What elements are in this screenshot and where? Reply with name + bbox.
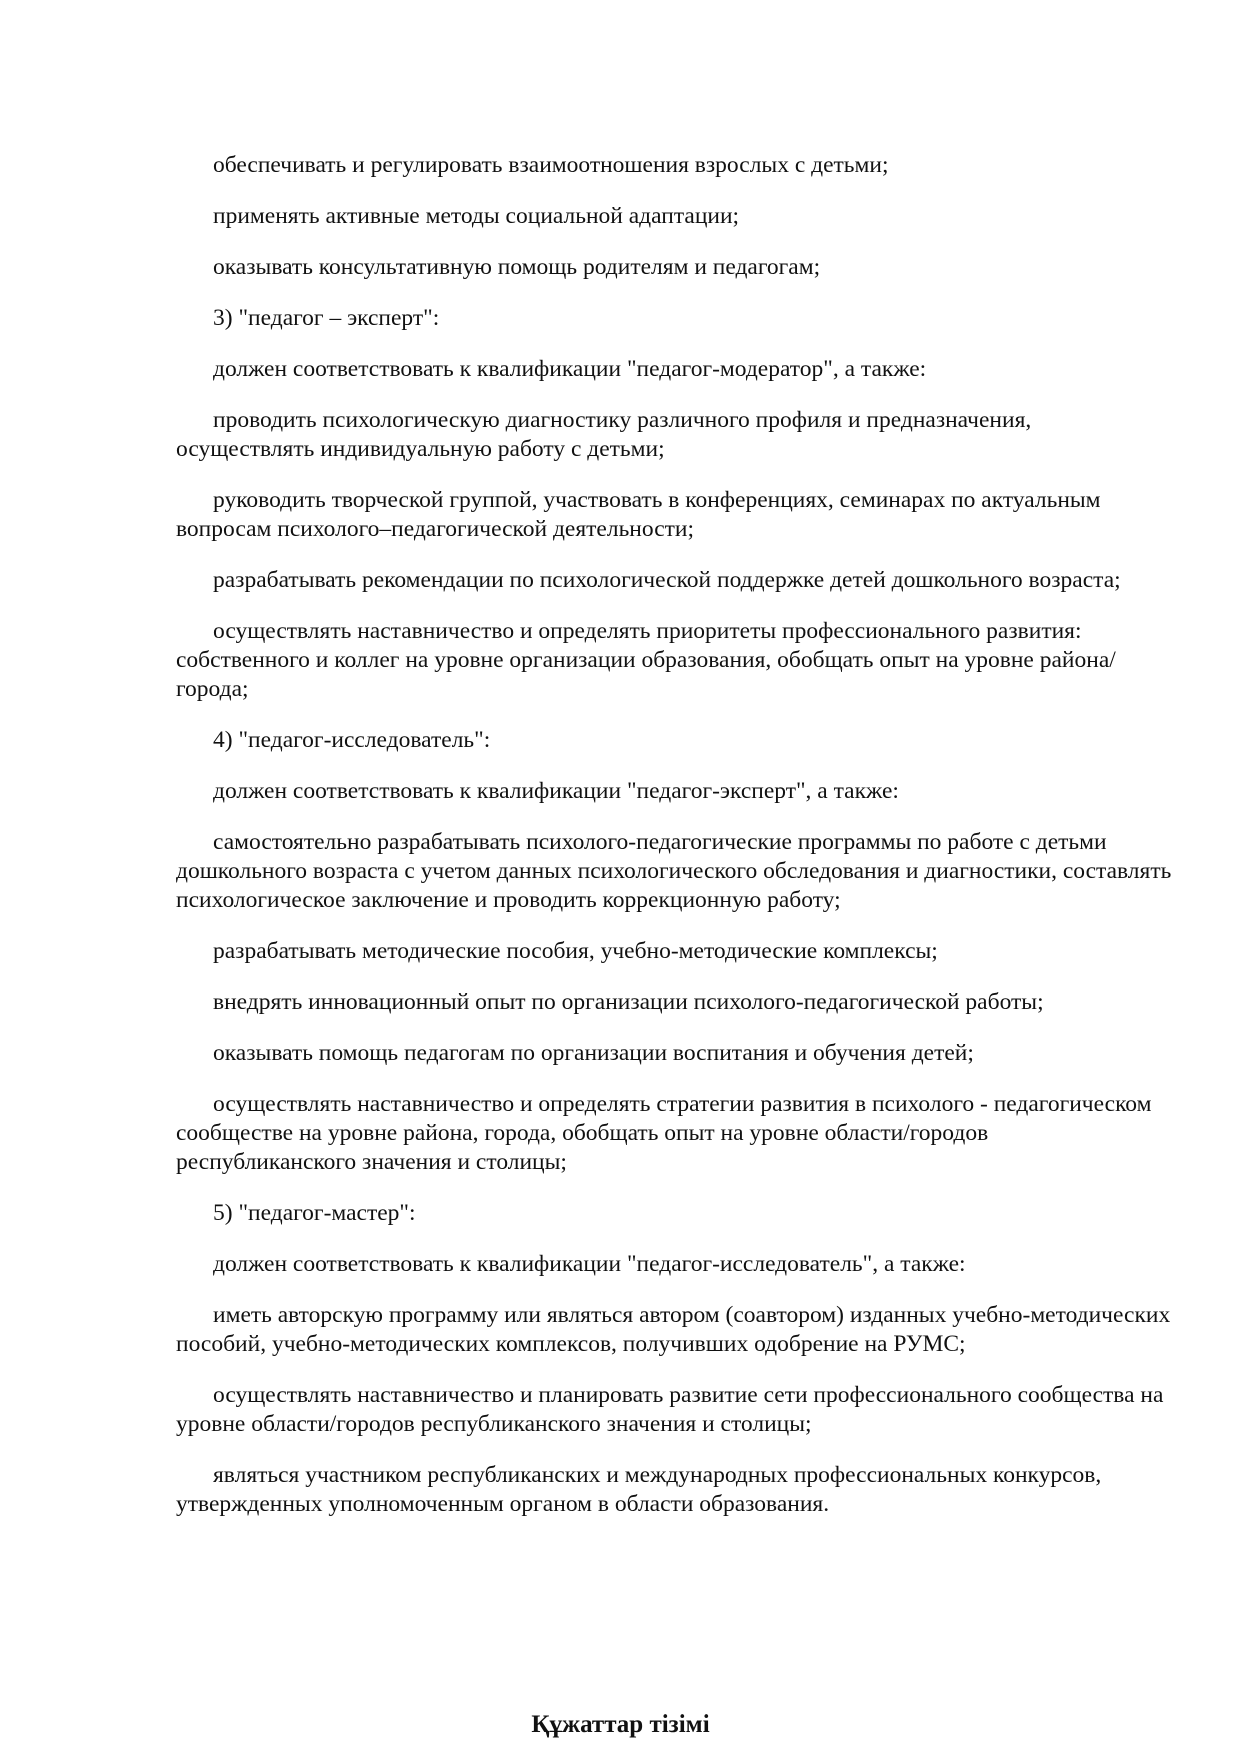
document-body [176, 151, 1172, 1541]
section-heading-researcher: 4) "педагог-исследователь": [213, 727, 491, 753]
paragraph: должен соответствовать к квалификации "педагог-модератор", а также: [213, 356, 927, 382]
paragraph: разрабатывать рекомендации по психологической поддержке детей дошкольного возраста; [213, 567, 1121, 593]
paragraph: должен соответствовать к квалификации "педагог-исследователь", а также: [213, 1251, 966, 1277]
paragraph: самостоятельно разрабатывать психолого-педагогические программы по работе с детьми дошкольного возраста с учетом данных психологического обследования и диагностики, составлять психологическое заключение и проводить коррекционную работу; [176, 829, 1172, 913]
paragraph: оказывать консультативную помощь родителям и педагогам; [213, 254, 821, 280]
paragraph: внедрять инновационный опыт по организации психолого-педагогической работы; [213, 989, 1044, 1015]
paragraph: являться участником республиканских и международных профессиональных конкурсов, утвержденных уполномоченным органом в области образования. [176, 1462, 1102, 1517]
paragraph: применять активные методы социальной адаптации; [213, 203, 740, 229]
paragraph: руководить творческой группой, участвовать в конференциях, семинарах по актуальным вопросам психолого–педагогической деятельности; [176, 487, 1101, 542]
paragraph: проводить психологическую диагностику различного профиля и предназначения, осуществлять индивидуальную работу с детьми; [176, 407, 1032, 462]
section-heading-expert: 3) "педагог – эксперт": [213, 305, 440, 331]
paragraph: обеспечивать и регулировать взаимоотношения взрослых с детьми; [213, 152, 889, 178]
paragraph: должен соответствовать к квалификации "педагог-эксперт", а также: [213, 778, 899, 804]
paragraph: осуществлять наставничество и определять стратегии развития в психолого - педагогическом сообществе на уровне района, города, обобщать опыт на уровне области/городов республиканского значения и столицы; [176, 1091, 1152, 1175]
document-list-title: Құжаттар тізімі [531, 1711, 710, 1738]
paragraph: осуществлять наставничество и планировать развитие сети профессионального сообщества на уровне области/городов республиканского значения и столицы; [176, 1382, 1164, 1437]
paragraph: разрабатывать методические пособия, учебно-методические комплексы; [213, 938, 938, 964]
section-heading-master: 5) "педагог-мастер": [213, 1200, 416, 1226]
paragraph: иметь авторскую программу или являться автором (соавтором) изданных учебно-методических пособий, учебно-методических комплексов, получивших одобрение на РУМС; [176, 1302, 1171, 1357]
paragraph: осуществлять наставничество и определять приоритеты профессионального развития: собственного и коллег на уровне организации образования, обобщать опыт на уровне района/города; [176, 618, 1116, 702]
paragraph: оказывать помощь педагогам по организации воспитания и обучения детей; [213, 1040, 974, 1066]
